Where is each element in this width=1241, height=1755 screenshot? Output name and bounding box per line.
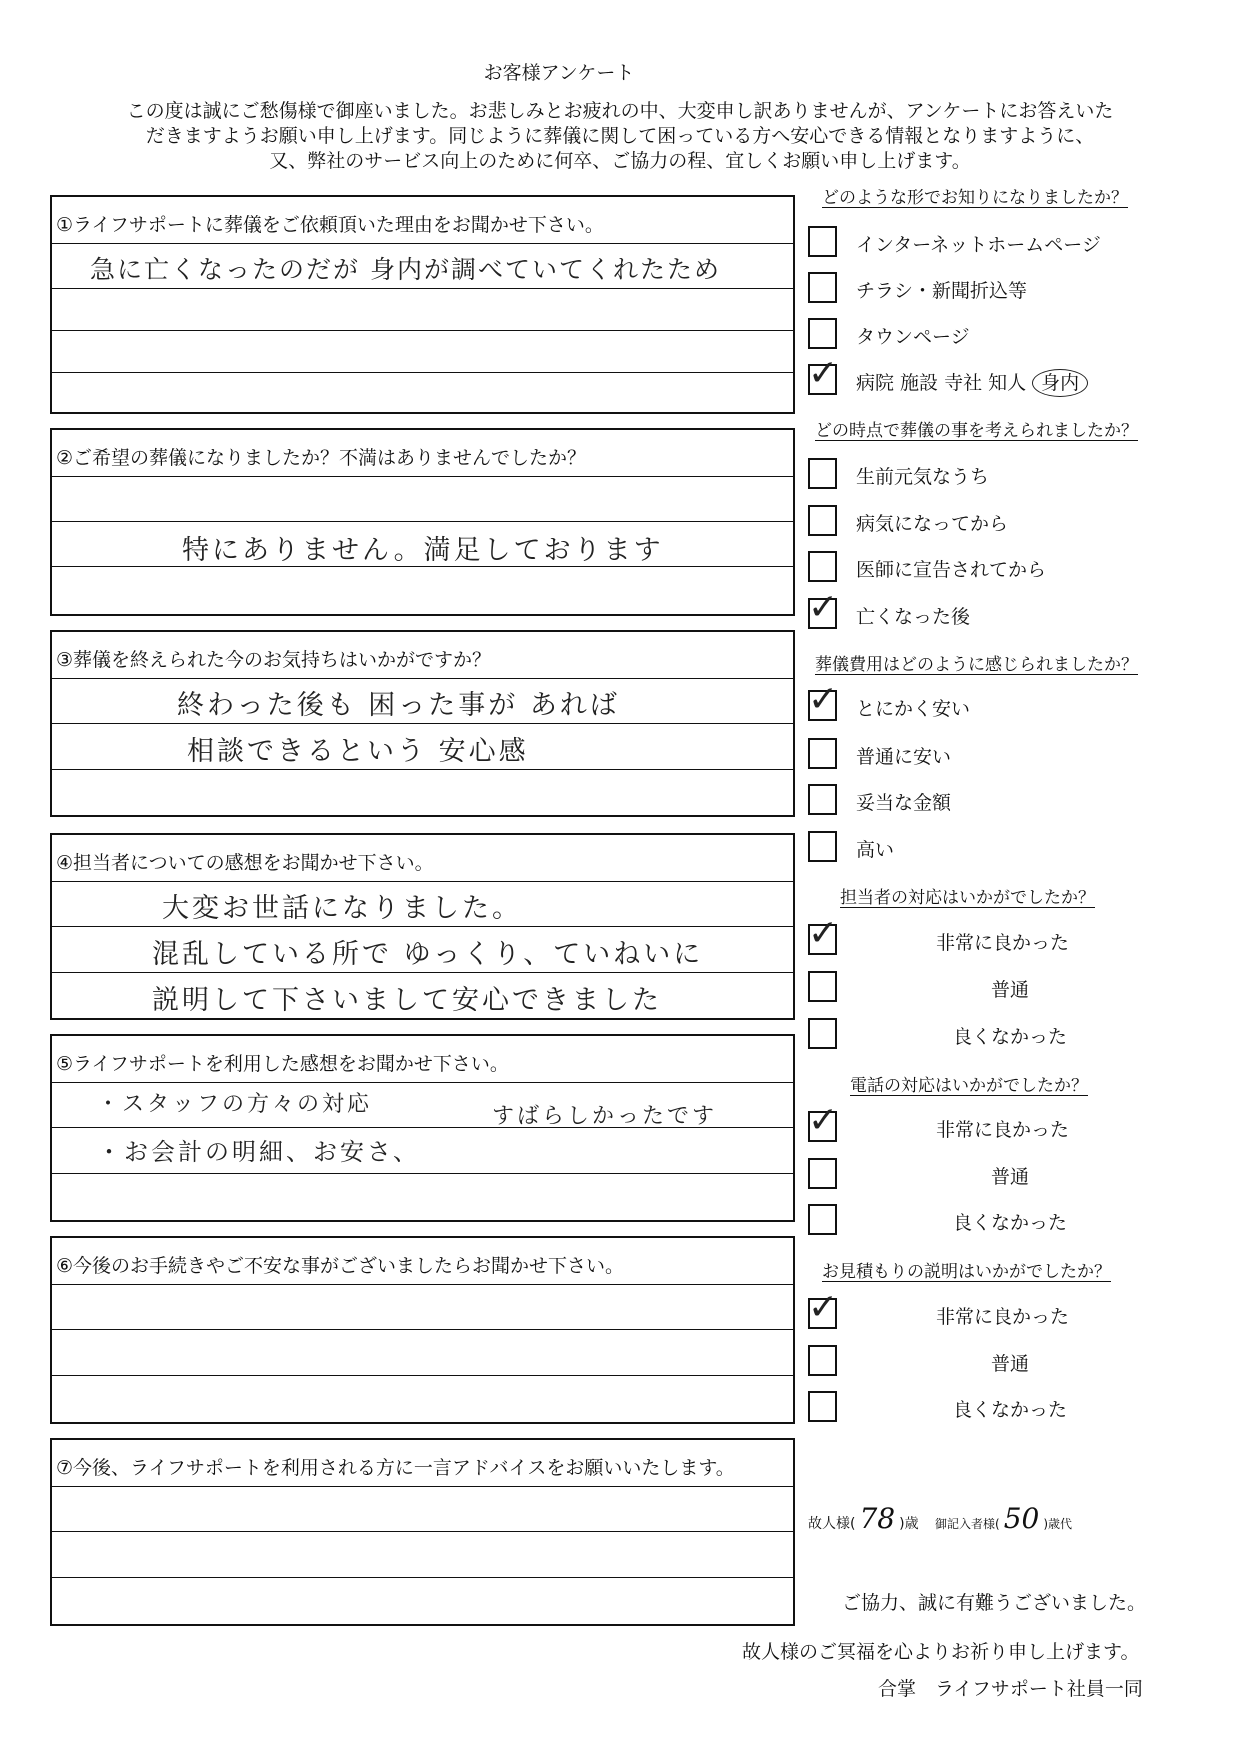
question-7-answer-line[interactable] — [52, 1486, 793, 1531]
check-mark-icon: ✓ — [808, 353, 839, 394]
checkbox[interactable] — [808, 784, 837, 815]
check-mark-icon: ✓ — [808, 1287, 839, 1328]
question-2-box — [50, 428, 795, 616]
option-label: 普通 — [991, 1166, 1030, 1188]
section-heading: 電話の対応はいかがでしたか？ — [850, 1076, 1088, 1096]
question-7-label: ⑦今後、ライフサポートを利用される方に一言アドバイスをお願いいたします。 — [56, 1457, 735, 1479]
checkbox[interactable] — [808, 1158, 837, 1189]
question-5-answer-line[interactable] — [52, 1127, 793, 1173]
checkbox-checked[interactable] — [808, 1100, 839, 1142]
question-2-answer-line[interactable] — [52, 521, 793, 566]
checkbox-checked[interactable] — [808, 913, 839, 955]
closing-condolence: 故人様のご冥福を心よりお祈り申し上げます。 — [742, 1641, 1140, 1663]
question-7-answer-line[interactable] — [52, 1531, 793, 1577]
question-6-answer-line[interactable] — [52, 1329, 793, 1375]
handwritten-answer: 大変お世話になりました。 — [162, 893, 522, 924]
question-4-answer-line[interactable] — [52, 881, 793, 926]
section-heading: お見積もりの説明はいかがでしたか？ — [822, 1262, 1111, 1282]
option-label: インターネットホームページ — [856, 234, 1101, 256]
option-label: 普通 — [991, 1353, 1030, 1375]
circled-answer: 身内 — [1032, 369, 1088, 397]
option-label: 病気になってから — [856, 513, 1009, 535]
question-5-box — [50, 1034, 795, 1222]
checkbox[interactable] — [808, 551, 837, 582]
intro-line-1: この度は誠にご愁傷様で御座いました。お悲しみとお疲れの中、大変申し訳ありませんが、アンケートにお答えいた — [126, 100, 1114, 122]
checkbox[interactable] — [808, 318, 837, 349]
question-5-answer-line[interactable] — [52, 1173, 793, 1220]
handwritten-answer: 急に亡くなったのだが 身内が調べていてくれたため — [90, 255, 721, 284]
checkbox[interactable] — [808, 458, 837, 489]
option-label: 非常に良かった — [936, 932, 1070, 954]
respondent-age-label: 御記入者様( — [935, 1517, 1000, 1531]
option-label: 妥当な金額 — [856, 792, 952, 814]
option-label: 良くなかった — [953, 1026, 1068, 1048]
question-2-label: ②ご希望の葬儀になりましたか？不満はありませんでしたか？ — [56, 447, 587, 469]
check-mark-icon: ✓ — [808, 913, 839, 954]
checkbox-checked[interactable] — [808, 587, 839, 629]
checkbox[interactable] — [808, 272, 837, 303]
handwritten-answer: 説明して下さいまして安心できました — [152, 985, 662, 1016]
option-label: 生前元気なうち — [856, 466, 990, 488]
section-heading: どのような形でお知りになりましたか？ — [822, 188, 1128, 208]
closing-thanks: ご協力、誠に有難うございました。 — [842, 1592, 1147, 1614]
option-label: 非常に良かった — [936, 1306, 1070, 1328]
question-3-answer-line[interactable] — [52, 723, 793, 769]
handwritten-answer: 混乱している所で ゆっくり、ていねいに — [152, 939, 704, 970]
option-label: 非常に良かった — [936, 1119, 1070, 1141]
question-6-answer-line[interactable] — [52, 1284, 793, 1329]
question-1-answer-line[interactable] — [52, 288, 793, 330]
deceased-age-value[interactable]: 78 — [859, 1502, 896, 1535]
checkbox-checked[interactable] — [808, 353, 839, 395]
question-1-answer-line[interactable] — [52, 243, 793, 288]
checkbox[interactable] — [808, 831, 837, 862]
question-7-box — [50, 1438, 795, 1626]
handwritten-answer: ・スタッフの方々の対応 — [97, 1092, 373, 1117]
handwritten-note: すばらしかったです — [492, 1104, 718, 1129]
question-2-answer-line[interactable] — [52, 476, 793, 521]
question-4-answer-line[interactable] — [52, 972, 793, 1018]
checkbox-checked[interactable] — [808, 1287, 839, 1329]
option-label: 高い — [856, 839, 895, 861]
option-text: 病院 施設 寺社 知人 — [856, 372, 1027, 394]
checkbox[interactable] — [808, 505, 837, 536]
checkbox[interactable] — [808, 1345, 837, 1376]
question-5-answer-line[interactable] — [52, 1082, 793, 1127]
checkbox-checked[interactable] — [808, 679, 839, 721]
handwritten-answer: 相談できるという 安心感 — [187, 736, 529, 767]
question-4-box — [50, 833, 795, 1020]
option-label: 亡くなった後 — [856, 606, 971, 628]
closing-signature: 合掌 ライフサポート社員一同 — [878, 1678, 1143, 1700]
question-7-answer-line[interactable] — [52, 1577, 793, 1624]
checkbox[interactable] — [808, 1018, 837, 1049]
handwritten-answer: 特にありません。満足しております — [182, 535, 664, 566]
checkbox[interactable] — [808, 226, 837, 257]
question-3-label: ③葬儀を終えられた今のお気持ちはいかがですか？ — [56, 649, 492, 671]
deceased-age-label: 故人様( — [808, 1516, 856, 1532]
section-heading: 担当者の対応はいかがでしたか？ — [840, 888, 1095, 908]
question-4-label: ④担当者についての感想をお聞かせ下さい。 — [56, 852, 434, 874]
check-mark-icon: ✓ — [808, 1100, 839, 1141]
section-heading: 葬儀費用はどのように感じられましたか？ — [815, 655, 1138, 675]
check-mark-icon: ✓ — [808, 587, 839, 628]
checkbox[interactable] — [808, 1204, 837, 1235]
question-1-answer-line[interactable] — [52, 372, 793, 412]
age-info — [808, 1502, 1072, 1535]
question-6-label: ⑥今後のお手続きやご不安な事がございましたらお聞かせ下さい。 — [56, 1255, 625, 1277]
handwritten-answer: 終わった後も 困った事が あれば — [177, 690, 620, 721]
option-label: 普通に安い — [856, 746, 952, 768]
checkbox[interactable] — [808, 738, 837, 769]
question-1-label: ①ライフサポートに葬儀をご依頼頂いた理由をお聞かせ下さい。 — [56, 214, 604, 236]
intro-line-2: だきますようお願い申し上げます。同じように葬儀に関して困っている方へ安心できる情報となりますように、 — [145, 125, 1095, 147]
question-5-label: ⑤ライフサポートを利用した感想をお聞かせ下さい。 — [56, 1053, 509, 1075]
option-label: とにかく安い — [856, 698, 971, 720]
checkbox[interactable] — [808, 971, 837, 1002]
handwritten-answer: ・お会計の明細、お安さ、 — [97, 1138, 421, 1166]
question-3-answer-line[interactable] — [52, 769, 793, 815]
option-label: 普通 — [991, 979, 1030, 1001]
question-6-box — [50, 1236, 795, 1424]
question-4-answer-line[interactable] — [52, 926, 793, 972]
question-3-box — [50, 630, 795, 817]
respondent-age-suffix: )歳代 — [1043, 1517, 1073, 1531]
check-mark-icon: ✓ — [808, 679, 839, 720]
option-label: チラシ・新聞折込等 — [856, 280, 1028, 302]
deceased-age-suffix: )歳 — [899, 1516, 919, 1532]
option-label: 良くなかった — [953, 1399, 1068, 1421]
intro-line-3: 又、弊社のサービス向上のために何卒、ご協力の程、宜しくお願い申し上げます。 — [269, 150, 971, 172]
question-3-answer-line[interactable] — [52, 678, 793, 723]
checkbox[interactable] — [808, 1391, 837, 1422]
respondent-age-value[interactable]: 50 — [1003, 1502, 1040, 1535]
section-heading: どの時点で葬儀の事を考えられましたか？ — [815, 421, 1138, 441]
option-label — [856, 368, 1088, 395]
question-2-answer-line[interactable] — [52, 566, 793, 612]
question-1-box — [50, 195, 795, 414]
question-6-answer-line[interactable] — [52, 1375, 793, 1422]
option-label: 良くなかった — [953, 1212, 1068, 1234]
page-title: お客様アンケート — [483, 62, 635, 84]
option-label: 医師に宣告されてから — [856, 559, 1047, 581]
question-1-answer-line[interactable] — [52, 330, 793, 372]
option-label: タウンページ — [856, 326, 970, 348]
